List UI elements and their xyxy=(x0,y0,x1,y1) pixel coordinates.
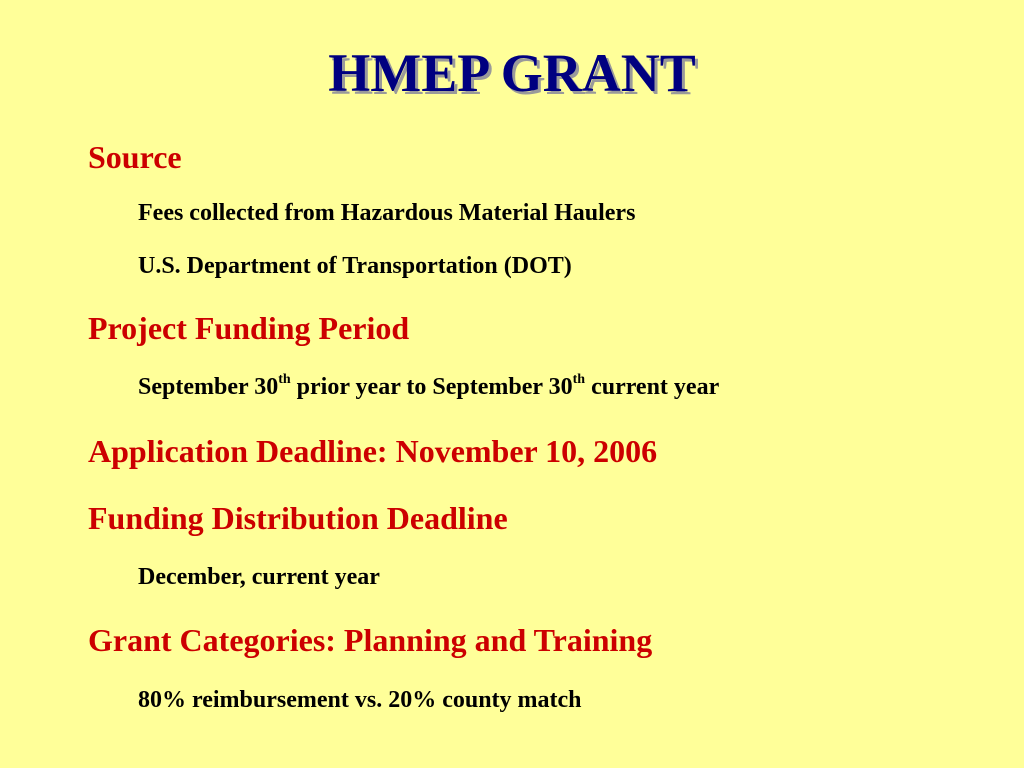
distribution-deadline-heading: Funding Distribution Deadline xyxy=(88,500,508,536)
distribution-deadline-item: December, current year xyxy=(138,564,380,590)
funding-period-end: current year xyxy=(585,374,720,400)
funding-period-range xyxy=(138,371,719,403)
source-heading: Source xyxy=(88,139,182,175)
funding-period-middle: prior year to September 30 xyxy=(290,374,573,400)
funding-period-start: September 30 xyxy=(138,374,279,400)
application-deadline-heading: Application Deadline: November 10, 2006 xyxy=(88,433,658,469)
grant-categories-heading: Grant Categories: Planning and Training xyxy=(88,622,653,658)
slide-title: HMEP GRANT xyxy=(328,43,696,103)
source-item-dot: U.S. Department of Transportation (DOT) xyxy=(138,253,572,279)
grant-categories-item: 80% reimbursement vs. 20% county match xyxy=(138,687,582,713)
source-item-fees: Fees collected from Hazardous Material Haulers xyxy=(138,200,636,226)
funding-period-end-suffix: th xyxy=(572,372,586,387)
funding-period-heading: Project Funding Period xyxy=(88,310,410,346)
funding-period-start-suffix: th xyxy=(278,372,291,387)
